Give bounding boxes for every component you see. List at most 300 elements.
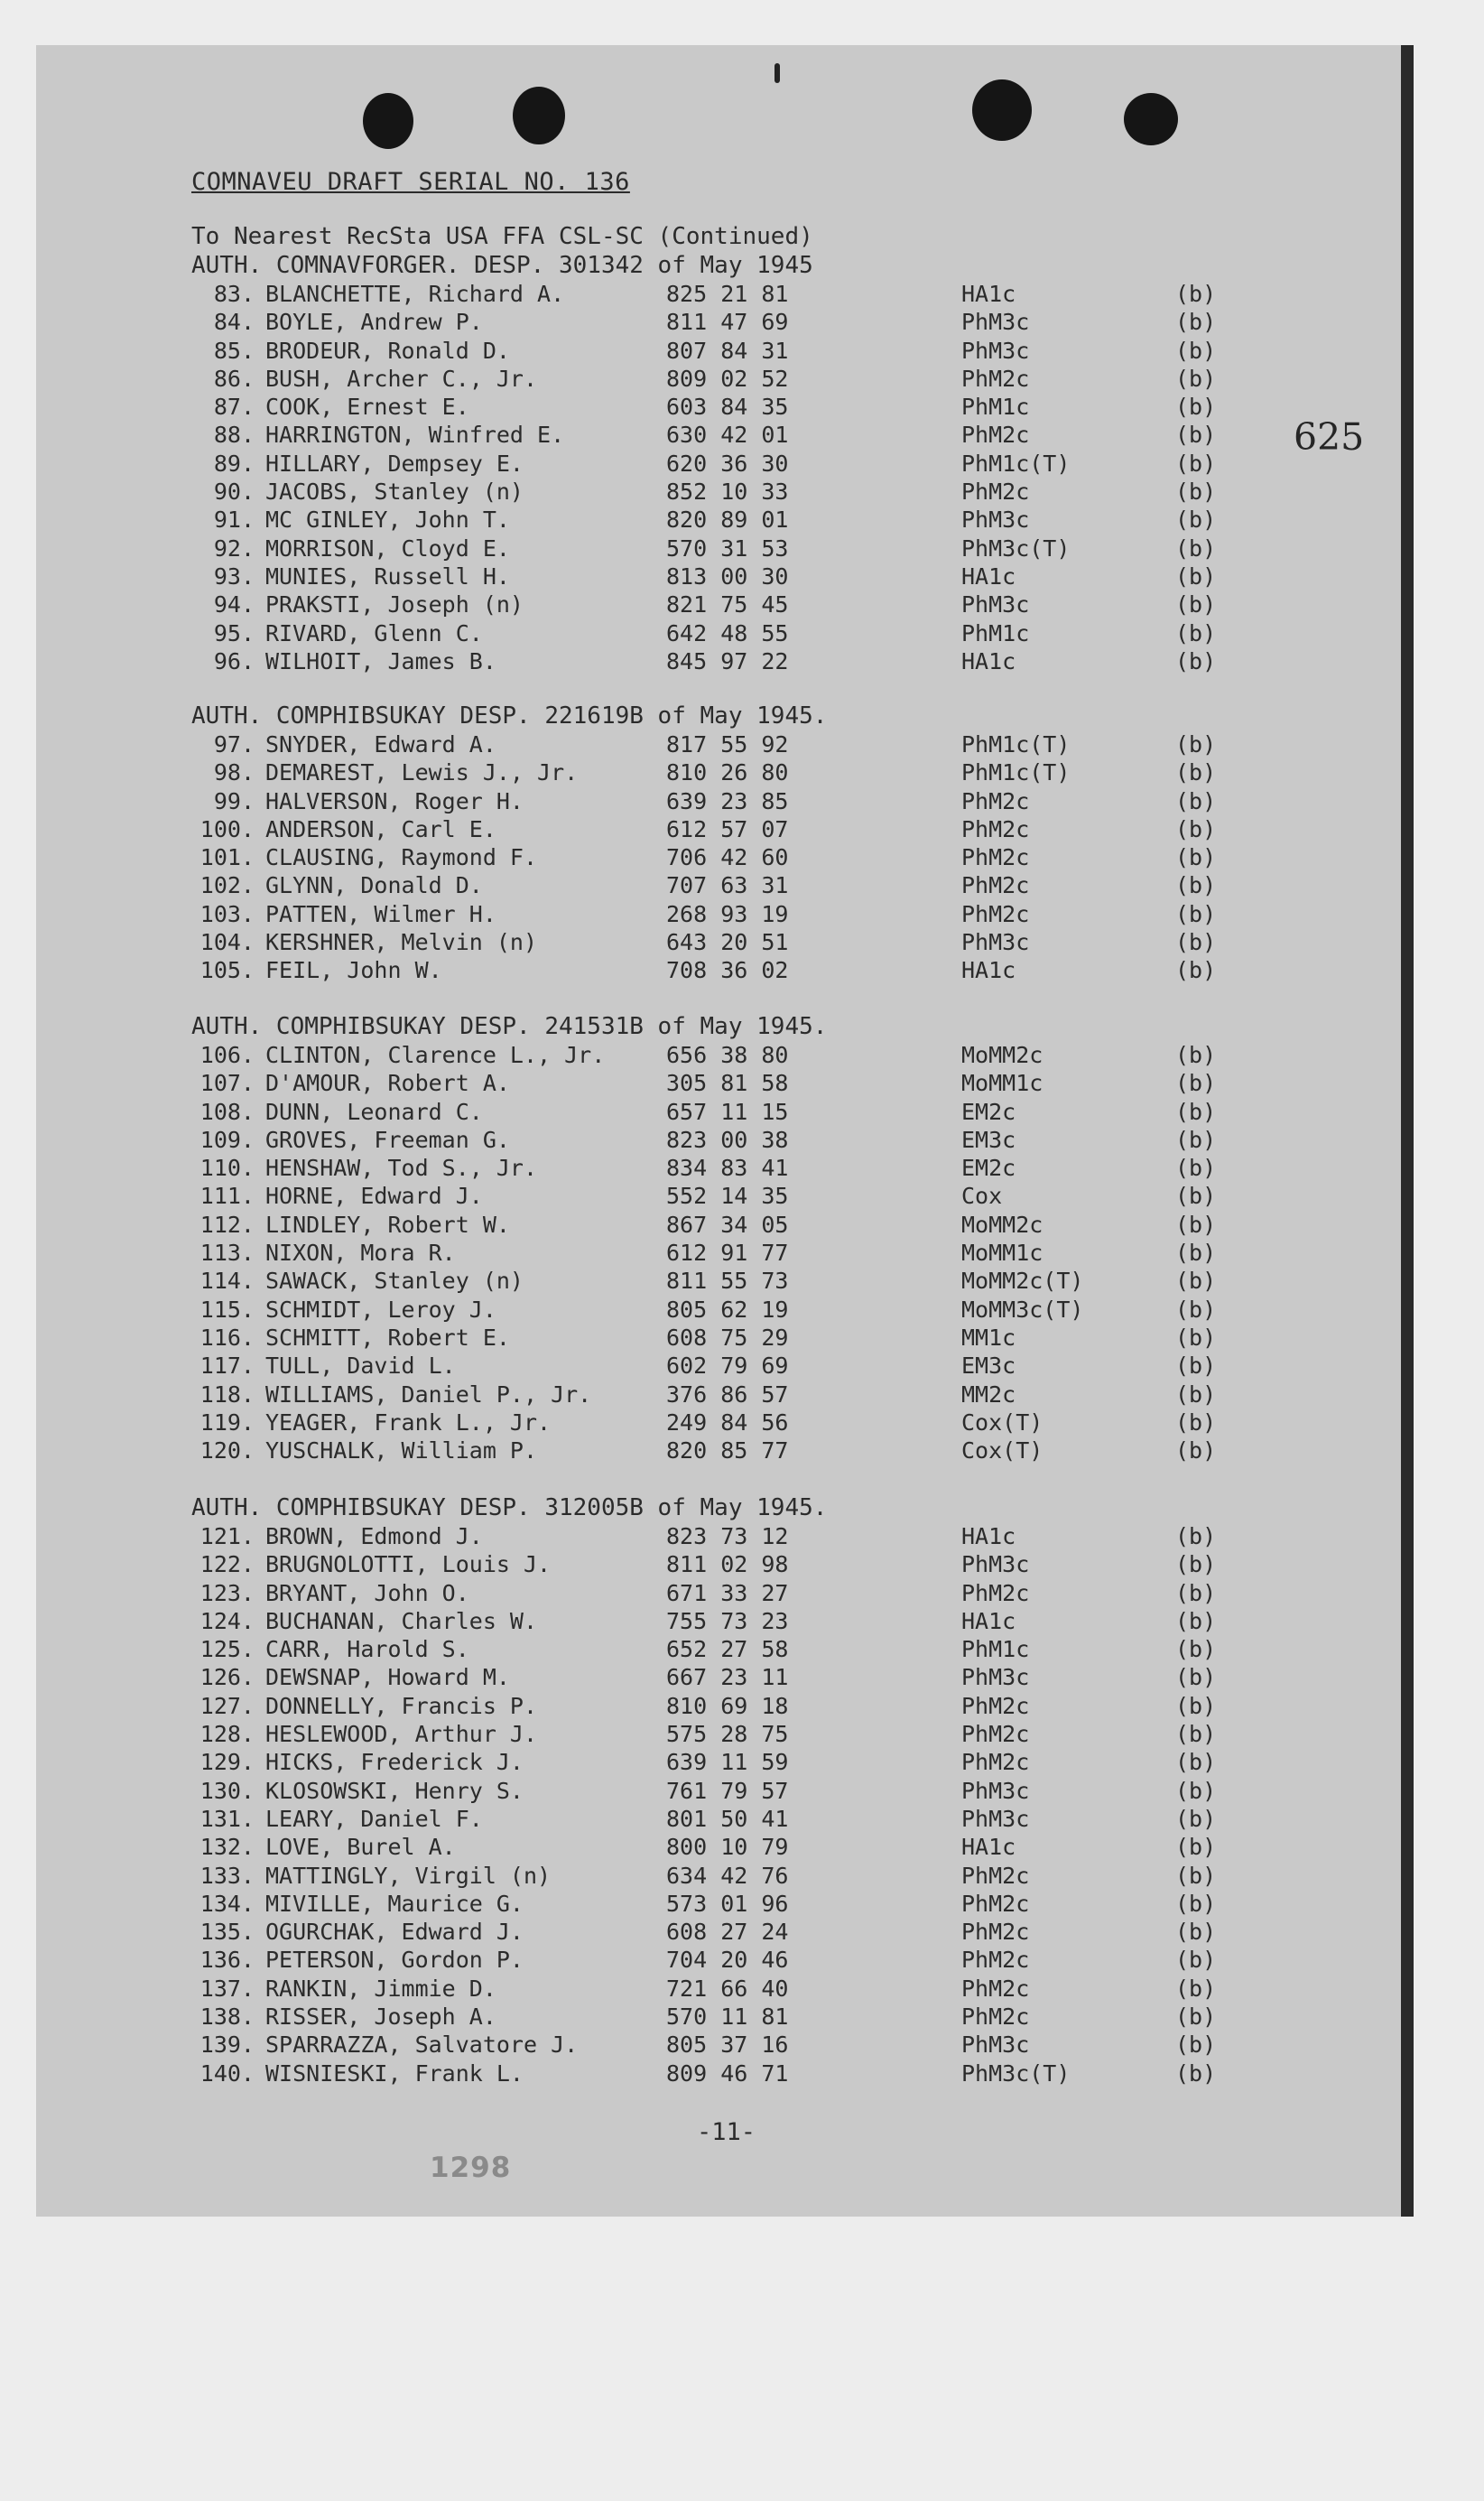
roster-row [191, 1748, 1320, 1776]
entry-number: 116. [199, 1324, 255, 1351]
entry-number: 137. [199, 1975, 255, 2002]
code: (b) [1175, 562, 1217, 590]
roster-row [191, 478, 1320, 506]
margin-page-number: 625 [1294, 415, 1365, 459]
person-name: CLINTON, Clarence L., Jr. [265, 1042, 606, 1068]
service-number: 608 75 29 [666, 1324, 789, 1351]
roster-row [191, 506, 1320, 534]
roster-row [191, 1098, 1320, 1126]
entry-number: 128. [199, 1721, 255, 1748]
person-name: YEAGER, Frank L., Jr. [265, 1409, 552, 1436]
roster-row [191, 928, 1320, 956]
punch-hole [513, 87, 565, 144]
code: (b) [1175, 1409, 1217, 1436]
service-number: 811 47 69 [666, 309, 789, 336]
roster-row [191, 450, 1320, 478]
rating: PhM2c [961, 1947, 1030, 1974]
code: (b) [1175, 1749, 1217, 1776]
person-name: BROWN, Edmond J. [265, 1523, 483, 1549]
service-number: 657 11 15 [666, 1098, 789, 1125]
code: (b) [1175, 422, 1217, 449]
entry-number: 124. [199, 1607, 255, 1634]
person-name: DEMAREST, Lewis J., Jr. [265, 759, 579, 786]
service-number: 820 89 01 [666, 507, 789, 534]
person-name: PETERSON, Gordon P. [265, 1947, 524, 1974]
code: (b) [1175, 1636, 1217, 1663]
person-name: BRYANT, John O. [265, 1579, 469, 1606]
service-number: 755 73 23 [666, 1607, 789, 1634]
person-name: MC GINLEY, John T. [265, 507, 510, 534]
person-name: RANKIN, Jimmie D. [265, 1975, 496, 2002]
person-name: COOK, Ernest E. [265, 394, 469, 421]
code: (b) [1175, 1834, 1217, 1861]
code: (b) [1175, 2031, 1217, 2059]
code: (b) [1175, 1805, 1217, 1832]
person-name: RIVARD, Glenn C. [265, 619, 483, 646]
person-name: YUSCHALK, William P. [265, 1437, 538, 1464]
code: (b) [1175, 1324, 1217, 1351]
person-name: BUSH, Archer C., Jr. [265, 365, 538, 392]
roster-row [191, 2003, 1320, 2031]
rating: MoMM2c(T) [961, 1268, 1084, 1295]
code: (b) [1175, 337, 1217, 364]
person-name: BRUGNOLOTTI, Louis J. [265, 1551, 552, 1578]
code: (b) [1175, 1947, 1217, 1974]
code: (b) [1175, 1551, 1217, 1578]
roster-row [191, 1041, 1320, 1069]
roster-row [191, 1579, 1320, 1607]
service-number: 817 55 92 [666, 731, 789, 758]
code: (b) [1175, 479, 1217, 506]
service-number: 249 84 56 [666, 1409, 789, 1436]
person-name: MIVILLE, Maurice G. [265, 1890, 524, 1917]
person-name: HALVERSON, Roger H. [265, 787, 524, 814]
person-name: GROVES, Freeman G. [265, 1126, 510, 1153]
entry-number: 118. [199, 1381, 255, 1408]
rating: PhM3c [961, 309, 1030, 336]
rating: EM2c [961, 1155, 1016, 1182]
rating: PhM2c [961, 1890, 1030, 1917]
service-number: 268 93 19 [666, 900, 789, 927]
code: (b) [1175, 394, 1217, 421]
roster-row [191, 2031, 1320, 2059]
code: (b) [1175, 844, 1217, 871]
code: (b) [1175, 1890, 1217, 1917]
code: (b) [1175, 1579, 1217, 1606]
code: (b) [1175, 450, 1217, 477]
person-name: HICKS, Frederick J. [265, 1749, 524, 1776]
person-name: BUCHANAN, Charles W. [265, 1607, 538, 1634]
page-edge-shadow [1401, 45, 1414, 2217]
rating: PhM1c [961, 1636, 1030, 1663]
person-name: CARR, Harold S. [265, 1636, 469, 1663]
service-number: 305 81 58 [666, 1070, 789, 1097]
service-number: 845 97 22 [666, 647, 789, 674]
person-name: MUNIES, Russell H. [265, 562, 510, 590]
service-number: 834 83 41 [666, 1155, 789, 1182]
person-name: HESLEWOOD, Arthur J. [265, 1721, 538, 1748]
person-name: ANDERSON, Carl E. [265, 815, 496, 842]
rating: PhM2c [961, 1749, 1030, 1776]
roster-row [191, 1296, 1320, 1324]
roster-row [191, 1126, 1320, 1154]
code: (b) [1175, 815, 1217, 842]
roster-row [191, 1522, 1320, 1550]
roster-row [191, 619, 1320, 647]
entry-number: 136. [199, 1947, 255, 1974]
section-header: AUTH. COMPHIBSUKAY DESP. 312005B of May 1945. [191, 1494, 828, 1521]
roster-row [191, 1805, 1320, 1833]
entry-number: 89. [213, 450, 255, 477]
section-header: AUTH. COMPHIBSUKAY DESP. 241531B of May 1945. [191, 1013, 828, 1040]
entry-number: 138. [199, 2004, 255, 2031]
roster-row [191, 1946, 1320, 1974]
entry-number: 123. [199, 1579, 255, 1606]
rating: PhM2c [961, 1579, 1030, 1606]
rating: PhM2c [961, 365, 1030, 392]
entry-number: 133. [199, 1862, 255, 1889]
person-name: MORRISON, Cloyd E. [265, 535, 510, 562]
service-number: 809 02 52 [666, 365, 789, 392]
entry-number: 97. [213, 731, 255, 758]
rating: PhM2c [961, 422, 1030, 449]
entry-number: 110. [199, 1155, 255, 1182]
service-number: 570 11 81 [666, 2004, 789, 2031]
rating: PhM3c [961, 1551, 1030, 1578]
entry-number: 99. [213, 787, 255, 814]
entry-number: 100. [199, 815, 255, 842]
code: (b) [1175, 1183, 1217, 1210]
rating: MoMM1c [961, 1070, 1043, 1097]
entry-number: 83. [213, 281, 255, 307]
rating: PhM2c [961, 787, 1030, 814]
roster-row [191, 815, 1320, 843]
entry-number: 103. [199, 900, 255, 927]
service-number: 671 33 27 [666, 1579, 789, 1606]
entry-number: 115. [199, 1296, 255, 1323]
entry-number: 127. [199, 1692, 255, 1719]
code: (b) [1175, 1098, 1217, 1125]
rating: PhM2c [961, 2004, 1030, 2031]
person-name: WILLIAMS, Daniel P., Jr. [265, 1381, 592, 1408]
roster-row [191, 562, 1320, 590]
rating: PhM3c [961, 507, 1030, 534]
person-name: KLOSOWSKI, Henry S. [265, 1777, 524, 1804]
entry-number: 112. [199, 1211, 255, 1238]
code: (b) [1175, 957, 1217, 984]
rating: PhM2c [961, 1692, 1030, 1719]
roster-row [191, 1324, 1320, 1352]
entry-number: 125. [199, 1636, 255, 1663]
rating: PhM2c [961, 815, 1030, 842]
entry-number: 134. [199, 1890, 255, 1917]
roster-row [191, 365, 1320, 393]
service-number: 721 66 40 [666, 1975, 789, 2002]
rating: PhM3c(T) [961, 535, 1071, 562]
service-number: 811 55 73 [666, 1268, 789, 1295]
person-name: LOVE, Burel A. [265, 1834, 456, 1861]
service-number: 634 42 76 [666, 1862, 789, 1889]
punch-hole [363, 93, 413, 149]
roster-row [191, 1352, 1320, 1380]
entry-number: 131. [199, 1805, 255, 1832]
entry-number: 107. [199, 1070, 255, 1097]
code: (b) [1175, 1070, 1217, 1097]
entry-number: 105. [199, 957, 255, 984]
entry-number: 84. [213, 309, 255, 336]
rating: PhM2c [961, 1919, 1030, 1946]
service-number: 825 21 81 [666, 281, 789, 307]
roster-row [191, 337, 1320, 365]
code: (b) [1175, 507, 1217, 534]
rating: EM2c [961, 1098, 1016, 1125]
entry-number: 117. [199, 1353, 255, 1380]
rating: PhM2c [961, 1721, 1030, 1748]
service-number: 805 62 19 [666, 1296, 789, 1323]
roster-rows [191, 1522, 1320, 2087]
service-number: 852 10 33 [666, 479, 789, 506]
person-name: DUNN, Leonard C. [265, 1098, 483, 1125]
code: (b) [1175, 535, 1217, 562]
entry-number: 85. [213, 337, 255, 364]
roster-row [191, 1154, 1320, 1182]
roster-row [191, 758, 1320, 786]
section-header: To Nearest RecSta USA FFA CSL-SC (Continued) [191, 223, 813, 250]
service-number: 642 48 55 [666, 619, 789, 646]
rating: PhM2c [961, 872, 1030, 899]
roster-row [191, 1239, 1320, 1267]
roster-row [191, 843, 1320, 871]
person-name: SCHMITT, Robert E. [265, 1324, 510, 1351]
person-name: DONNELLY, Francis P. [265, 1692, 538, 1719]
service-number: 811 02 98 [666, 1551, 789, 1578]
entry-number: 96. [213, 647, 255, 674]
roster-row [191, 730, 1320, 758]
person-name: HILLARY, Dempsey E. [265, 450, 524, 477]
person-name: FEIL, John W. [265, 957, 442, 984]
roster-row [191, 280, 1320, 308]
service-number: 820 85 77 [666, 1437, 789, 1464]
person-name: BRODEUR, Ronald D. [265, 337, 510, 364]
service-number: 652 27 58 [666, 1636, 789, 1663]
roster-rows [191, 1041, 1320, 1464]
service-number: 809 46 71 [666, 2059, 789, 2087]
roster-row [191, 1381, 1320, 1409]
roster-rows [191, 730, 1320, 985]
entry-number: 126. [199, 1664, 255, 1691]
entry-number: 135. [199, 1919, 255, 1946]
service-number: 630 42 01 [666, 422, 789, 449]
rating: PhM2c [961, 900, 1030, 927]
rating: MoMM2c [961, 1211, 1043, 1238]
rating: PhM3c [961, 1664, 1030, 1691]
service-number: 706 42 60 [666, 844, 789, 871]
code: (b) [1175, 1353, 1217, 1380]
roster-row [191, 787, 1320, 815]
service-number: 707 63 31 [666, 872, 789, 899]
roster-rows [191, 280, 1320, 675]
code: (b) [1175, 309, 1217, 336]
roster-row [191, 647, 1320, 675]
service-number: 643 20 51 [666, 929, 789, 956]
service-number: 800 10 79 [666, 1834, 789, 1861]
service-number: 575 28 75 [666, 1721, 789, 1748]
code: (b) [1175, 1126, 1217, 1153]
section-header: AUTH. COMNAVFORGER. DESP. 301342 of May 1945 [191, 252, 813, 279]
person-name: HARRINGTON, Winfred E. [265, 422, 565, 449]
code: (b) [1175, 929, 1217, 956]
roster-row [191, 1550, 1320, 1578]
service-number: 608 27 24 [666, 1919, 789, 1946]
rating: MoMM3c(T) [961, 1296, 1084, 1323]
code: (b) [1175, 1042, 1217, 1068]
code: (b) [1175, 900, 1217, 927]
service-number: 639 23 85 [666, 787, 789, 814]
entry-number: 102. [199, 872, 255, 899]
code: (b) [1175, 1862, 1217, 1889]
person-name: JACOBS, Stanley (n) [265, 479, 524, 506]
rating: PhM2c [961, 1862, 1030, 1889]
rating: EM3c [961, 1353, 1016, 1380]
rating: HA1c [961, 1607, 1016, 1634]
person-name: HENSHAW, Tod S., Jr. [265, 1155, 538, 1182]
rating: Cox(T) [961, 1437, 1043, 1464]
section-header: AUTH. COMPHIBSUKAY DESP. 221619B of May 1945. [191, 702, 828, 730]
entry-number: 121. [199, 1523, 255, 1549]
roster-row [191, 1833, 1320, 1861]
roster-row [191, 2059, 1320, 2087]
roster-row [191, 1409, 1320, 1436]
ink-mark [774, 63, 780, 83]
code: (b) [1175, 1777, 1217, 1804]
rating: PhM3c [961, 929, 1030, 956]
entry-number: 132. [199, 1834, 255, 1861]
rating: PhM1c [961, 394, 1030, 421]
rating: PhM3c [961, 1805, 1030, 1832]
punch-hole [1124, 93, 1178, 145]
entry-number: 119. [199, 1409, 255, 1436]
code: (b) [1175, 365, 1217, 392]
entry-number: 87. [213, 394, 255, 421]
service-number: 656 38 80 [666, 1042, 789, 1068]
entry-number: 108. [199, 1098, 255, 1125]
roster-section [191, 702, 1320, 985]
person-name: BOYLE, Andrew P. [265, 309, 483, 336]
service-number: 620 36 30 [666, 450, 789, 477]
service-number: 801 50 41 [666, 1805, 789, 1832]
service-number: 761 79 57 [666, 1777, 789, 1804]
entry-number: 129. [199, 1749, 255, 1776]
rating: EM3c [961, 1126, 1016, 1153]
service-number: 805 37 16 [666, 2031, 789, 2059]
roster-row [191, 1436, 1320, 1464]
person-name: PRAKSTI, Joseph (n) [265, 591, 524, 618]
roster-row [191, 393, 1320, 421]
person-name: NIXON, Mora R. [265, 1240, 456, 1267]
service-number: 704 20 46 [666, 1947, 789, 1974]
person-name: LINDLEY, Robert W. [265, 1211, 510, 1238]
code: (b) [1175, 1155, 1217, 1182]
entry-number: 114. [199, 1268, 255, 1295]
code: (b) [1175, 1692, 1217, 1719]
person-name: TULL, David L. [265, 1353, 456, 1380]
person-name: LEARY, Daniel F. [265, 1805, 483, 1832]
service-number: 376 86 57 [666, 1381, 789, 1408]
person-name: BLANCHETTE, Richard A. [265, 281, 565, 307]
roster-row [191, 535, 1320, 562]
code: (b) [1175, 591, 1217, 618]
archive-stamp: 1298 [430, 2152, 512, 2184]
roster-row [191, 871, 1320, 899]
entry-number: 86. [213, 365, 255, 392]
entry-number: 95. [213, 619, 255, 646]
person-name: HORNE, Edward J. [265, 1183, 483, 1210]
rating: HA1c [961, 647, 1016, 674]
person-name: D'AMOUR, Robert A. [265, 1070, 510, 1097]
code: (b) [1175, 1919, 1217, 1946]
code: (b) [1175, 1211, 1217, 1238]
roster-section [191, 1493, 1320, 2087]
person-name: WILHOIT, James B. [265, 647, 496, 674]
rating: PhM2c [961, 1975, 1030, 2002]
roster-row [191, 1069, 1320, 1097]
service-number: 612 57 07 [666, 815, 789, 842]
service-number: 823 00 38 [666, 1126, 789, 1153]
code: (b) [1175, 1268, 1217, 1295]
service-number: 867 34 05 [666, 1211, 789, 1238]
rating: PhM2c [961, 844, 1030, 871]
rating: MM1c [961, 1324, 1016, 1351]
person-name: SAWACK, Stanley (n) [265, 1268, 524, 1295]
roster-row [191, 1267, 1320, 1295]
code: (b) [1175, 1240, 1217, 1267]
page-number: -11- [697, 2118, 756, 2146]
entry-number: 109. [199, 1126, 255, 1153]
entry-number: 93. [213, 562, 255, 590]
rating: Cox(T) [961, 1409, 1043, 1436]
entry-number: 90. [213, 479, 255, 506]
entry-number: 104. [199, 929, 255, 956]
roster-row [191, 1607, 1320, 1635]
code: (b) [1175, 1296, 1217, 1323]
entry-number: 88. [213, 422, 255, 449]
rating: PhM1c [961, 619, 1030, 646]
roster-row [191, 308, 1320, 336]
code: (b) [1175, 2004, 1217, 2031]
code: (b) [1175, 2059, 1217, 2087]
entry-number: 122. [199, 1551, 255, 1578]
roster-row [191, 1862, 1320, 1890]
service-number: 810 69 18 [666, 1692, 789, 1719]
entry-number: 140. [199, 2059, 255, 2087]
roster-row [191, 1975, 1320, 2003]
code: (b) [1175, 1721, 1217, 1748]
rating: Cox [961, 1183, 1003, 1210]
roster-row [191, 1635, 1320, 1663]
person-name: RISSER, Joseph A. [265, 2004, 496, 2031]
person-name: CLAUSING, Raymond F. [265, 844, 538, 871]
rating: PhM3c [961, 1777, 1030, 1804]
service-number: 813 00 30 [666, 562, 789, 590]
entry-number: 98. [213, 759, 255, 786]
service-number: 603 84 35 [666, 394, 789, 421]
code: (b) [1175, 1975, 1217, 2002]
code: (b) [1175, 759, 1217, 786]
rating: HA1c [961, 562, 1016, 590]
person-name: SNYDER, Edward A. [265, 731, 496, 758]
service-number: 602 79 69 [666, 1353, 789, 1380]
code: (b) [1175, 1381, 1217, 1408]
